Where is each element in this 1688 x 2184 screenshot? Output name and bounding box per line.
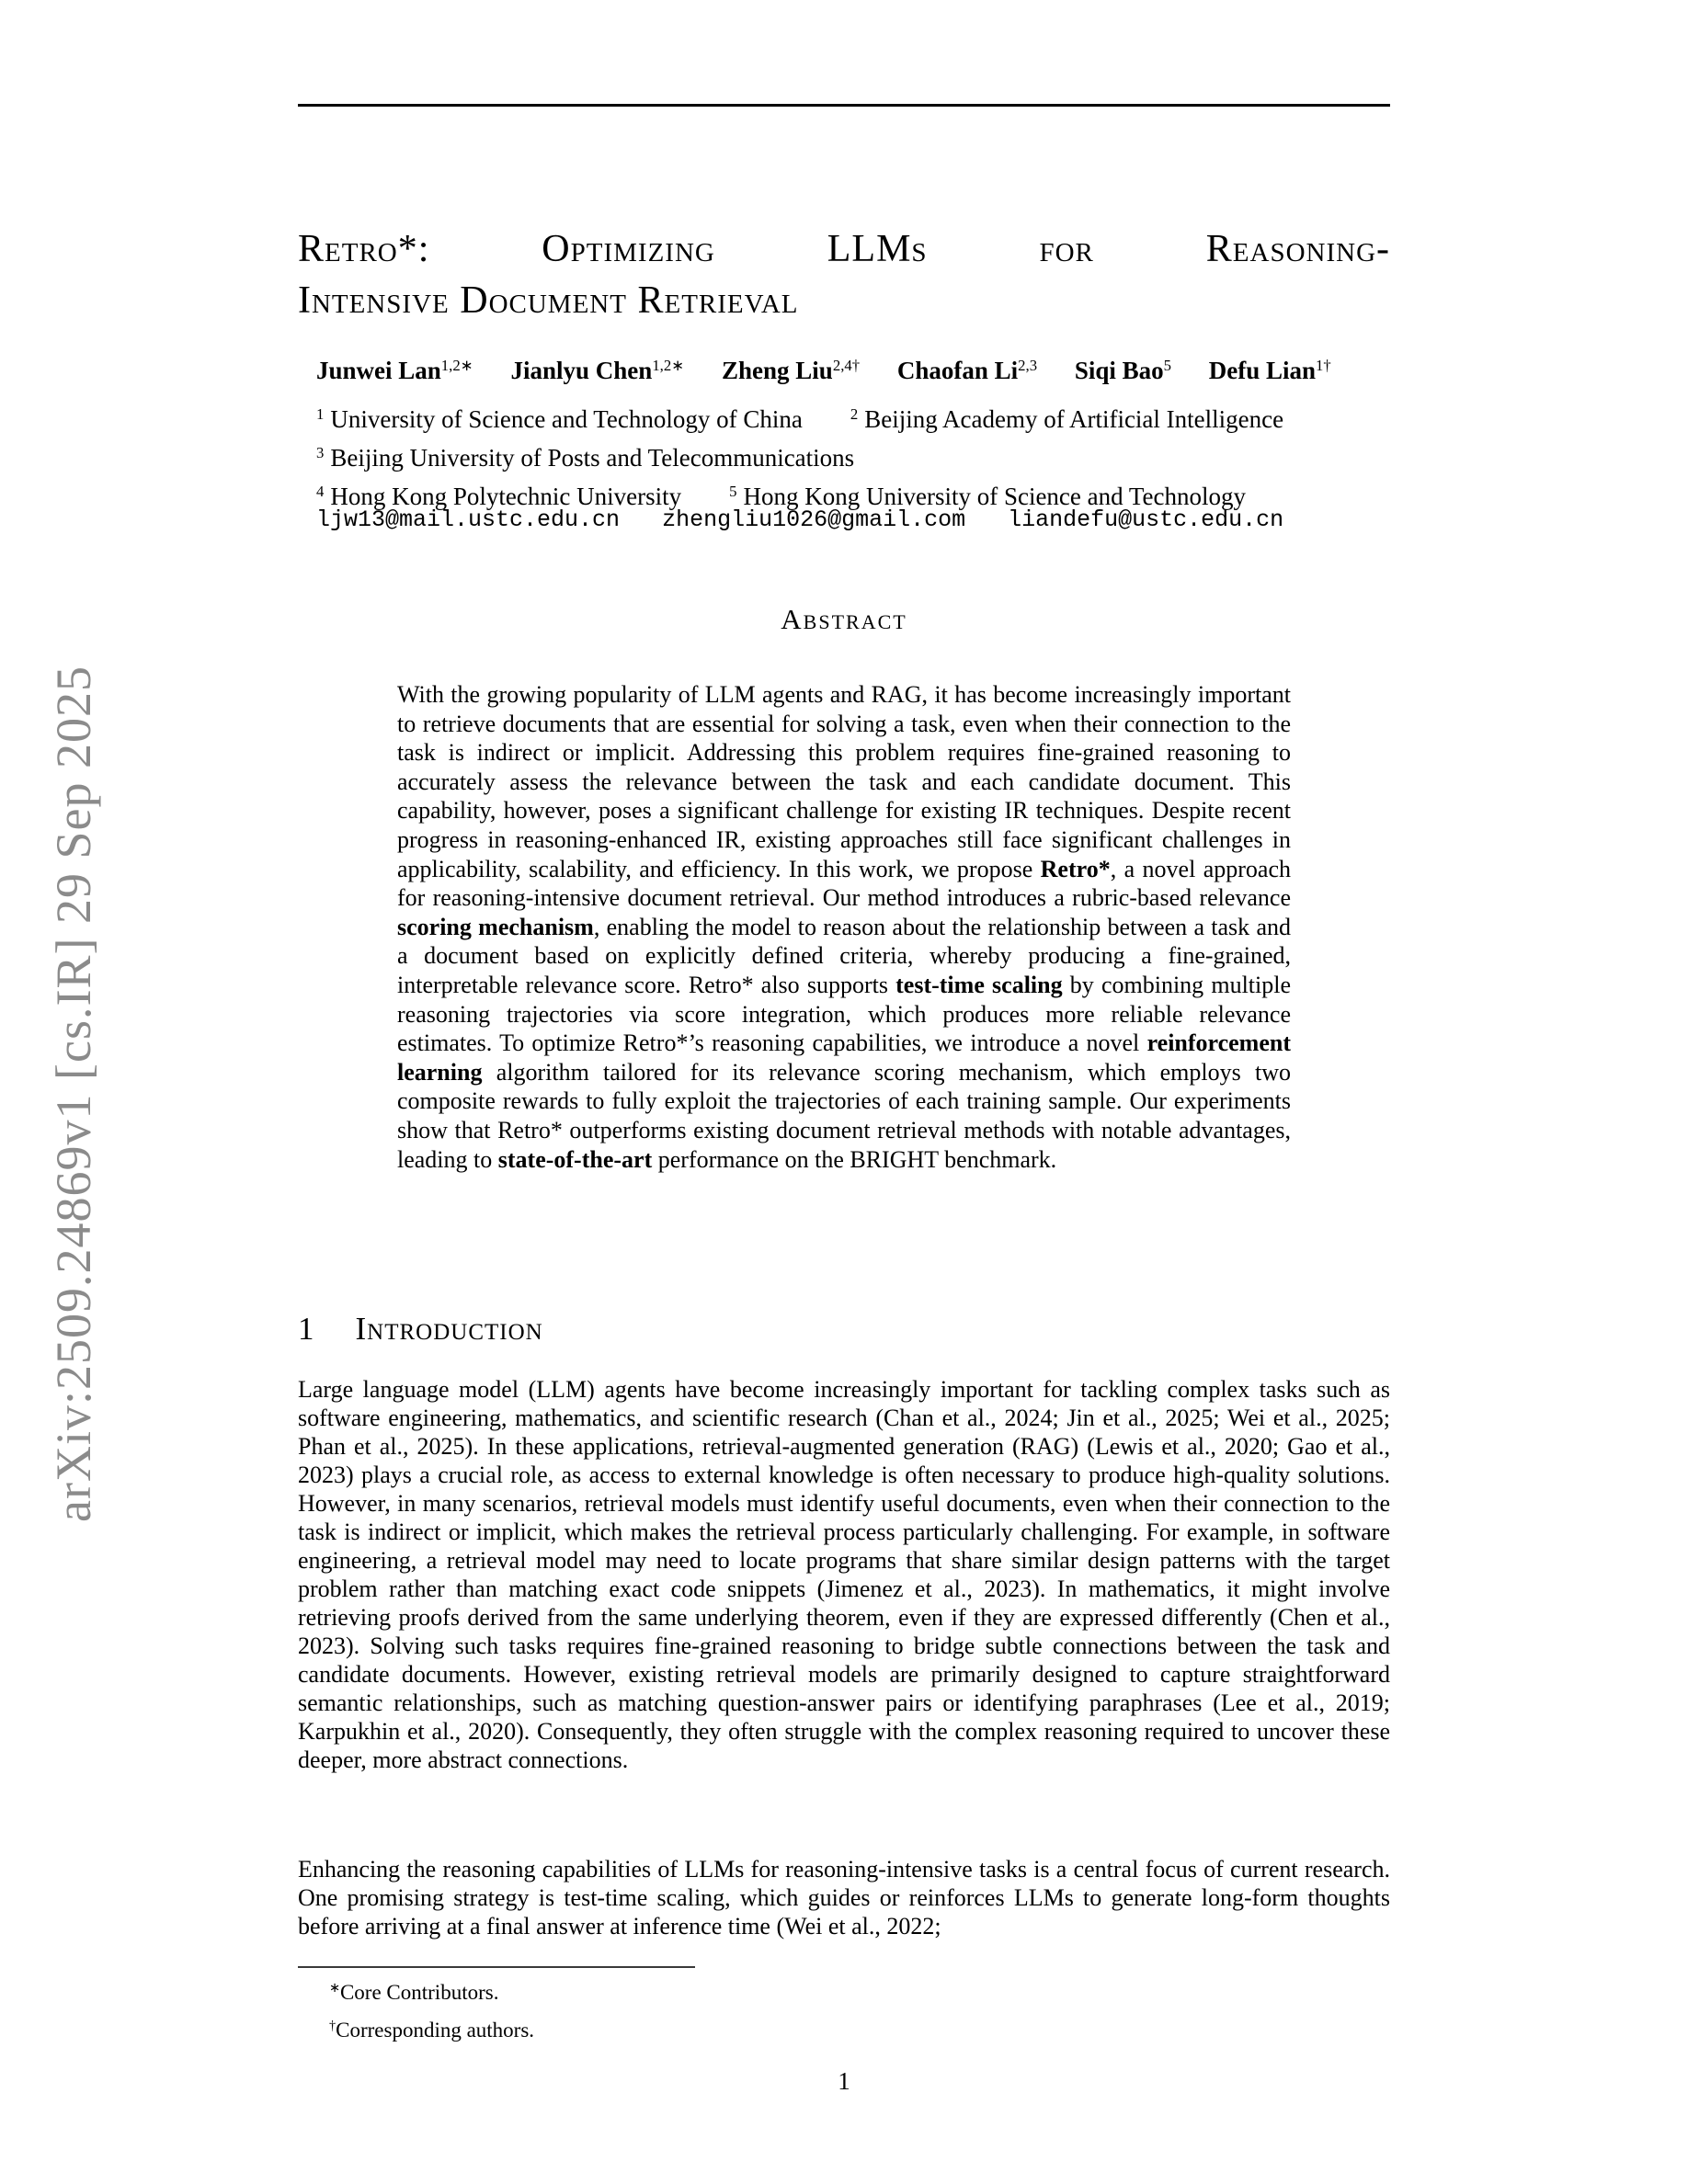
affiliation-2: $^2$ Beijing Academy of Artificial Intelligence	[850, 404, 1284, 433]
author-5-affmark: 5	[1163, 356, 1172, 374]
author-3: Zheng Liu$^{2,4\dagger}$	[722, 356, 861, 384]
affiliation-5: $^5$ Hong Kong University of Science and Technology	[729, 482, 1246, 510]
author-3-affmark: 2,4†	[832, 356, 861, 374]
paper-title-line-2: Intensive Document Retrieval	[298, 279, 799, 322]
section-1-title: Introduction	[355, 1311, 543, 1347]
paper-title-line-1: Retro*: Optimizing LLMs for Reasoning-	[298, 228, 1390, 270]
section-1-number: 1	[298, 1311, 314, 1347]
arxiv-stamp: arXiv:2509.24869v1 [cs.IR] 29 Sep 2025	[46, 665, 101, 1522]
author-6: Defu Lian$^{1\dagger}$	[1208, 356, 1331, 384]
email-2: zhengliu1026@gmail.com	[662, 506, 966, 533]
affiliation-line-1	[316, 402, 1409, 440]
affiliation-list	[316, 402, 1409, 518]
author-5: Siqi Bao$^5$	[1074, 356, 1172, 384]
author-6-affmark: 1†	[1316, 356, 1331, 374]
footnote-corresponding-authors: †Corresponding authors.	[329, 2019, 535, 2042]
author-2-affmark: 1,2∗	[652, 356, 685, 374]
section-1-heading	[298, 1311, 1390, 1348]
email-3: liandefu@ustc.edu.cn	[1008, 506, 1284, 533]
footnotes	[298, 1975, 1390, 2051]
footnote-core-contributors: ∗Core Contributors.	[329, 1981, 499, 2004]
page-number: 1	[838, 2067, 850, 2095]
author-4-affmark: 2,3	[1018, 356, 1038, 374]
author-1: Junwei Lan$^{1,2∗}$	[316, 356, 473, 384]
affiliation-3: $^3$ Beijing University of Posts and Telecommunications	[316, 443, 855, 472]
footnote-divider	[298, 1966, 695, 1968]
contact-emails	[316, 506, 1409, 533]
author-4: Chaofan Li$^{2,3}$	[896, 356, 1038, 384]
intro-paragraph-2: Enhancing the reasoning capabilities of LLMs for reasoning-intensive tasks is a central focus of current research. One promising strategy is test-time scaling, which guides or reinforces LLMs to generate long-form thoughts before arriving at a final answer at inference time (Wei et al., 2022;	[298, 1856, 1390, 1939]
email-1: ljw13@mail.ustc.edu.cn	[316, 506, 621, 533]
author-1-affmark: 1,2∗	[440, 356, 473, 374]
author-2: Jianlyu Chen$^{1,2∗}$	[510, 356, 685, 384]
author-list	[316, 357, 1409, 385]
affiliation-line-2	[316, 440, 1409, 479]
affiliation-4: $^4$ Hong Kong Polytechnic University	[316, 482, 682, 510]
paper-title	[298, 223, 1390, 326]
abstract-text: With the growing popularity of LLM agents and RAG, it has become increasingly important to retrieve documents that are essential for solving a task, even when their connection to the task is indirect or implicit. Addressing this problem requires fine-grained reasoning to accurately assess the relevance between the task and each candidate document. This capability, however, poses a significant challenge for existing IR techniques. Despite recent progress in reasoning-enhanced IR, existing approaches still face significant challenges in applicability, scalability, and efficiency. In this work, we propose Retro*, a novel approach for reasoning-intensive document retrieval. Our method introduces a rubric-based relevance scoring mechanism, enabling the model to reason about the relationship between a task and a document based on explicitly defined criteria, whereby producing a fine-grained, interpretable relevance score. Retro* also supports test-time scaling by combining multiple reasoning trajectories via score integration, which produces more reliable relevance estimates. To optimize Retro*’s reasoning capabilities, we introduce a novel reinforcement learning algorithm tailored for its relevance scoring mechanism, which employs two composite rewards to fully exploit the trajectories of each training sample. Our experiments show that Retro* outperforms existing document retrieval methods with notable advantages, leading to state-of-the-art performance on the BRIGHT benchmark.	[397, 681, 1292, 1173]
intro-paragraph-1: Large language model (LLM) agents have become increasingly important for tackling complex tasks such as software engineering, mathematics, and scientific research (Chan et al., 2024; Jin et al., 2025; Wei et al., 2025; Phan et al., 2025). In these applications, retrieval-augmented generation (RAG) (Lewis et al., 2020; Gao et al., 2023) plays a crucial role, as access to external knowledge is often necessary to produce high-quality solutions. However, in many scenarios, retrieval models must identify useful documents, even when their connection to the task is indirect or implicit, which makes the retrieval process particularly challenging. For example, in software engineering, a retrieval model may need to locate programs that share similar design patterns with the target problem rather than matching exact code snippets (Jimenez et al., 2023). In mathematics, it might involve retrieving proofs derived from the same underlying theorem, even if they are expressed differently (Chen et al., 2023). Solving such tasks requires fine-grained reasoning to bridge subtle connections between the task and candidate documents. However, existing retrieval models are primarily designed to capture straightforward semantic relationships, such as matching question-answer pairs or identifying paraphrases (Lee et al., 2019; Karpukhin et al., 2020). Consequently, they often struggle with the complex reasoning required to uncover these deeper, more abstract connections.	[298, 1376, 1390, 1773]
abstract-heading: Abstract	[781, 603, 907, 635]
header-rule	[298, 104, 1390, 107]
affiliation-1: $^1$ University of Science and Technology of China	[316, 404, 803, 433]
